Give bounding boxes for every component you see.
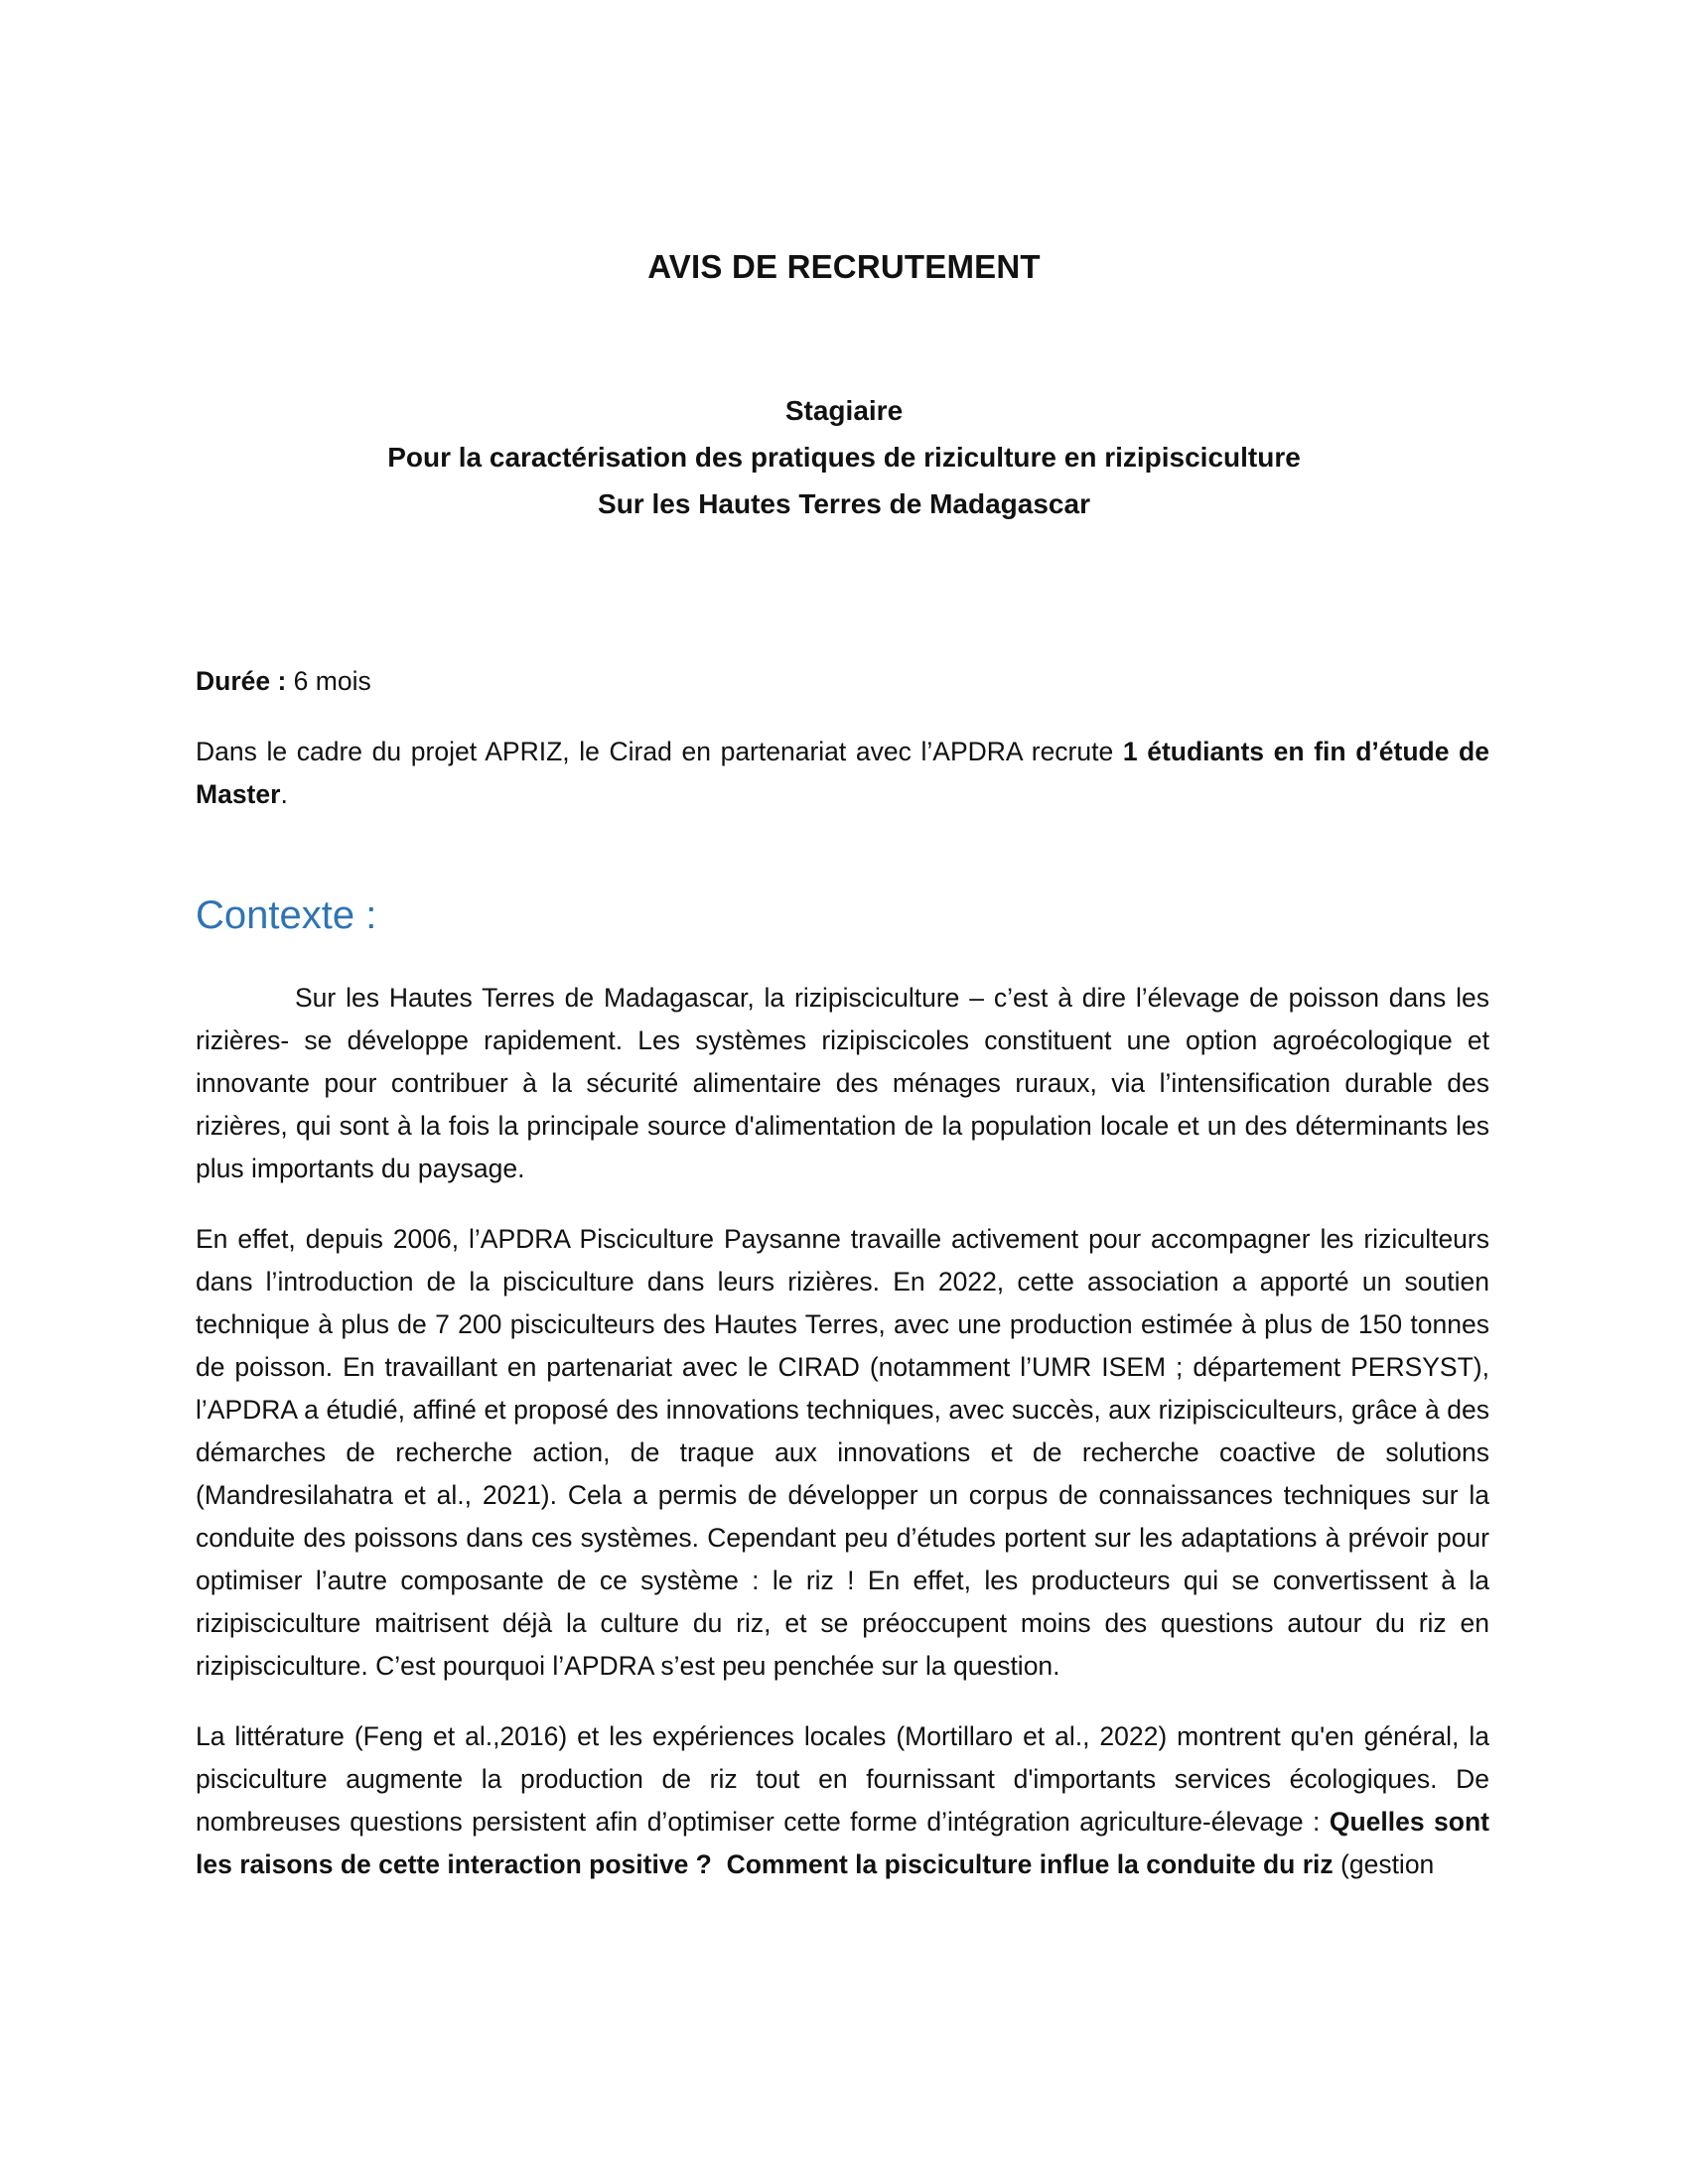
document-subtitle <box>0 387 1688 527</box>
intro-text: Dans le cadre du projet APRIZ, le Cirad en partenariat avec l’APDRA recrute <box>196 737 1123 766</box>
intro-end: . <box>280 779 288 809</box>
subtitle-line-role: Stagiaire <box>784 395 904 426</box>
intro-bold: 1 étudiants en fin d’étude de Master <box>196 737 1489 809</box>
context-paragraph-3 <box>196 1715 1489 1886</box>
duration-label: Durée : <box>196 666 287 696</box>
duration-line <box>196 660 1489 703</box>
context-paragraph-1: Sur les Hautes Terres de Madagascar, la rizipisciculture – c’est à dire l’élevage de poisson dans les rizières- se développe rapidement. Les systèmes rizipiscicoles constituent une option agroécologique et innovante pour contribuer à la sécurité alimentaire des ménages ruraux, via l’intensification durable des rizières, qui sont à la fois la principale source d'alimentation de la population locale et un des déterminants les plus importants du paysage. <box>196 983 1489 1183</box>
paragraph3-end: (gestion <box>1333 1849 1435 1879</box>
document-title: AVIS DE RECRUTEMENT <box>647 248 1041 285</box>
context-paragraph-2: En effet, depuis 2006, l’APDRA Pisciculture Paysanne travaille activement pour accompagner les riziculteurs dans l’introduction de la pisciculture dans leurs rizières. En 2022, cette association a apporté un soutien technique à plus de 7 200 pisciculteurs des Hautes Terres, avec une production estimée à plus de 150 tonnes de poisson. En travaillant en partenariat avec le CIRAD (notamment l’UMR ISEM ; département PERSYST), l’APDRA a étudié, affiné et proposé des innovations techniques, avec succès, aux rizipisciculteurs, grâce à des démarches de recherche action, de traque aux innovations et de recherche coactive de solutions (Mandresilahatra et al., 2021). Cela a permis de développer un corpus de connaissances techniques sur la conduite des poissons dans ces systèmes. Cependant peu d’études portent sur les adaptations à prévoir pour optimiser l’autre composante de ce système : le riz ! En effet, les producteurs qui se convertissent à la rizipisciculture maitrisent déjà la culture du riz, et se préoccupent moins des questions autour du riz en rizipisciculture. C’est pourquoi l’APDRA s’est peu penchée sur la question. <box>196 1224 1489 1681</box>
duration-value: 6 mois <box>286 666 371 696</box>
subtitle-line-location: Sur les Hautes Terres de Madagascar <box>598 488 1090 519</box>
paragraph3-bold-question-2: Comment la pisciculture influe la conduite du riz <box>726 1849 1334 1879</box>
subtitle-line-topic: Pour la caractérisation des pratiques de riziculture en rizipisciculture <box>387 442 1301 473</box>
paragraph3-bold-question-1: Quelles sont les raisons de cette interaction positive ? <box>196 1807 1489 1879</box>
section-heading-contexte: Contexte : <box>196 893 377 937</box>
intro-paragraph <box>196 731 1489 816</box>
paragraph3-gap <box>712 1849 727 1879</box>
document-body <box>196 660 1489 1886</box>
paragraph3-text: La littérature (Feng et al.,2016) et les expériences locales (Mortillaro et al., 2022) montrent qu'en général, la pisciculture augmente la production de riz tout en fournissant d'importants services écologiques. De nombreuses questions persistent afin d’optimiser cette forme d’intégration agriculture-élevage : <box>196 1721 1489 1837</box>
